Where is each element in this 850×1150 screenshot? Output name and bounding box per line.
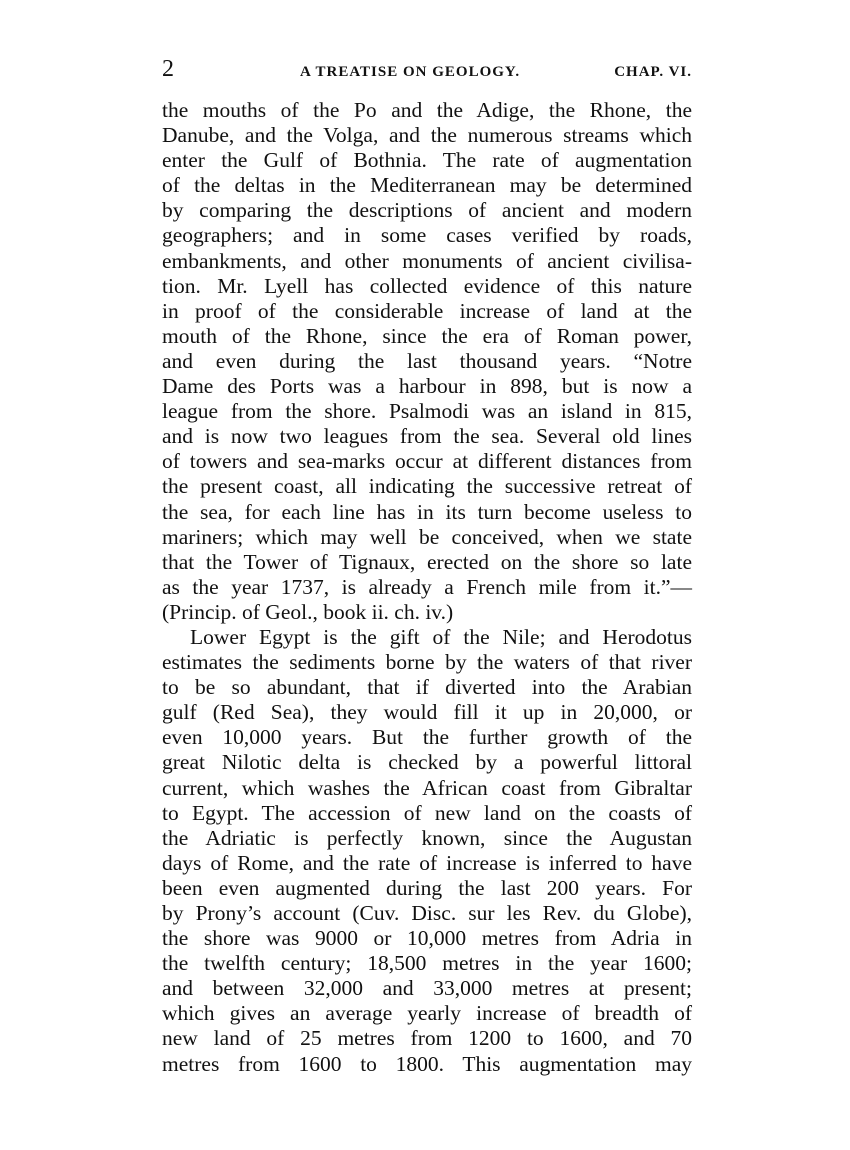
text-line: the twelfth century; 18,500 metres in the year 1600;	[162, 951, 692, 976]
text-line: days of Rome, and the rate of increase is inferred to have	[162, 850, 692, 875]
running-title: A TREATISE ON GEOLOGY.	[300, 64, 521, 80]
text-line: mouth of the Rhone, since the era of Roman power,	[162, 323, 692, 348]
text-line: (Princip. of Geol., book ii. ch. iv.)	[162, 599, 454, 624]
text-line: as the year 1737, is already a French mile from it.”—	[162, 574, 692, 599]
text-line: geographers; and in some cases verified by roads,	[162, 223, 692, 248]
text-line: the shore was 9000 or 10,000 metres from Adria in	[162, 926, 692, 951]
text-line: enter the Gulf of Bothnia. The rate of augmentation	[162, 148, 692, 173]
text-line: the Adriatic is perfectly known, since the Augustan	[162, 825, 692, 850]
text-line: current, which washes the African coast from Gibraltar	[162, 775, 692, 800]
text-line: of towers and sea-marks occur at different distances from	[162, 449, 692, 474]
text-line: to be so abundant, that if diverted into the Arabian	[162, 675, 692, 700]
text-line: metres from 1600 to 1800. This augmentation may	[162, 1051, 692, 1076]
text-line: mariners; which may well be conceived, when we state	[162, 524, 692, 549]
text-line: the mouths of the Po and the Adige, the Rhone, the	[162, 98, 692, 122]
chapter-label: CHAP. VI.	[614, 64, 692, 80]
text-line: by comparing the descriptions of ancient and modern	[162, 198, 692, 223]
text-line: great Nilotic delta is checked by a powerful littoral	[162, 750, 692, 775]
text-line: to Egypt. The accession of new land on the coasts of	[162, 800, 692, 825]
page-header	[162, 56, 692, 86]
text-line: new land of 25 metres from 1200 to 1600, and 70	[162, 1026, 692, 1051]
text-line: gulf (Red Sea), they would fill it up in 20,000, or	[162, 700, 692, 725]
body-text	[162, 98, 692, 1077]
text-line: estimates the sediments borne by the waters of that river	[162, 650, 692, 675]
text-line: even 10,000 years. But the further growth of the	[162, 725, 692, 750]
text-line: tion. Mr. Lyell has collected evidence of this nature	[162, 273, 692, 298]
page-number: 2	[162, 56, 175, 82]
text-line: in proof of the considerable increase of land at the	[162, 298, 692, 323]
text-line: and is now two leagues from the sea. Several old lines	[162, 424, 692, 449]
text-line: been even augmented during the last 200 years. For	[162, 875, 692, 900]
text-line: the sea, for each line has in its turn become useless to	[162, 499, 692, 524]
text-line: Dame des Ports was a harbour in 898, but is now a	[162, 374, 692, 399]
text-line: Lower Egypt is the gift of the Nile; and Herodotus	[190, 624, 692, 649]
text-line: the present coast, all indicating the successive retreat of	[162, 474, 692, 499]
text-line: of the deltas in the Mediterranean may be determined	[162, 173, 692, 198]
text-line: Danube, and the Volga, and the numerous streams which	[162, 123, 692, 148]
text-line: and even during the last thousand years. “Notre	[162, 348, 692, 373]
text-line: league from the shore. Psalmodi was an island in 815,	[162, 399, 692, 424]
text-line: and between 32,000 and 33,000 metres at present;	[162, 976, 692, 1001]
text-line: that the Tower of Tignaux, erected on the shore so late	[162, 549, 692, 574]
text-line: embankments, and other monuments of ancient civilisa-	[162, 248, 692, 273]
text-line: which gives an average yearly increase of breadth of	[162, 1001, 692, 1026]
text-line: by Prony’s account (Cuv. Disc. sur les Rev. du Globe),	[162, 901, 692, 925]
